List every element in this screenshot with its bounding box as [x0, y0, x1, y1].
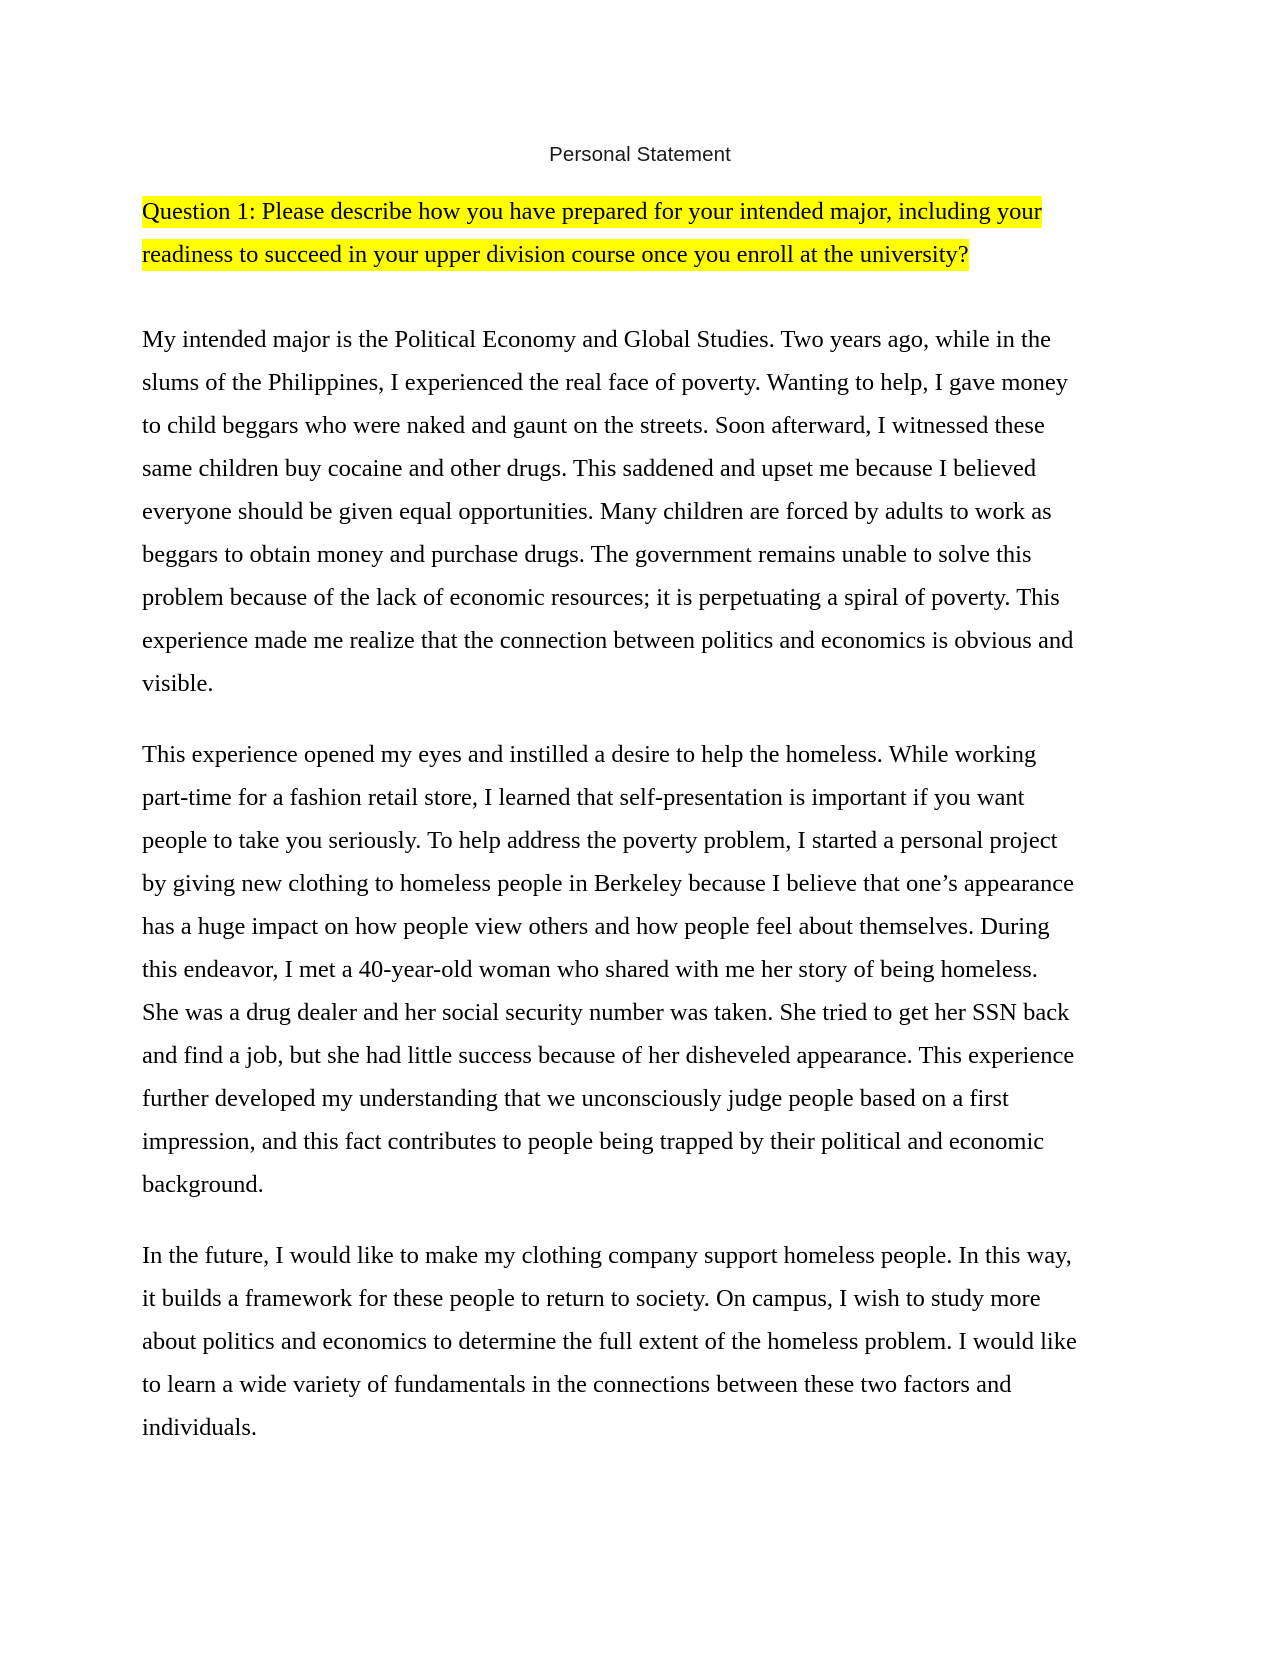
- page-title: Personal Statement: [549, 143, 731, 166]
- spacer-paragraph-1-2: [142, 705, 1078, 733]
- question-highlighted-text: Question 1: Please describe how you have prepared for your intended major, including your readiness to succeed in your upper division course once you enroll at the university?: [142, 196, 1042, 271]
- question-heading: [142, 190, 1078, 276]
- essay-paragraph-3: In the future, I would like to make my clothing company support homeless people. In this way, it builds a framework for these people to return to society. On campus, I wish to study more about politics and economics to determine the full extent of the homeless problem. I would like to learn a wide variety of fundamentals in the connections between these two factors and individuals.: [142, 1242, 1077, 1441]
- spacer-after-question: [142, 276, 1078, 318]
- document-body: [142, 190, 1078, 1449]
- essay-paragraph-2: This experience opened my eyes and instilled a desire to help the homeless. While working part-time for a fashion retail store, I learned that self-presentation is important if you want people to take you seriously. To help address the poverty problem, I started a personal project by giving new clothing to homeless people in Berkeley because I believe that one’s appearance has a huge impact on how people view others and how people feel about themselves. During this endeavor, I met a 40-year-old woman who shared with me her story of being homeless. She was a drug dealer and her social security number was taken. She tried to get her SSN back and find a job, but she had little success because of her disheveled appearance. This experience further developed my understanding that we unconsciously judge people based on a first impression, and this fact contributes to people being trapped by their political and economic background.: [142, 741, 1075, 1198]
- essay-paragraph-1: My intended major is the Political Economy and Global Studies. Two years ago, while in the slums of the Philippines, I experienced the real face of poverty. Wanting to help, I gave money to child beggars who were naked and gaunt on the streets. Soon afterward, I witnessed these same children buy cocaine and other drugs. This saddened and upset me because I believed everyone should be given equal opportunities. Many children are forced by adults to work as beggars to obtain money and purchase drugs. The government remains unable to solve this problem because of the lack of economic resources; it is perpetuating a spiral of poverty. This experience made me realize that the connection between politics and economics is obvious and visible.: [142, 326, 1074, 697]
- spacer-paragraph-2-3: [142, 1206, 1078, 1234]
